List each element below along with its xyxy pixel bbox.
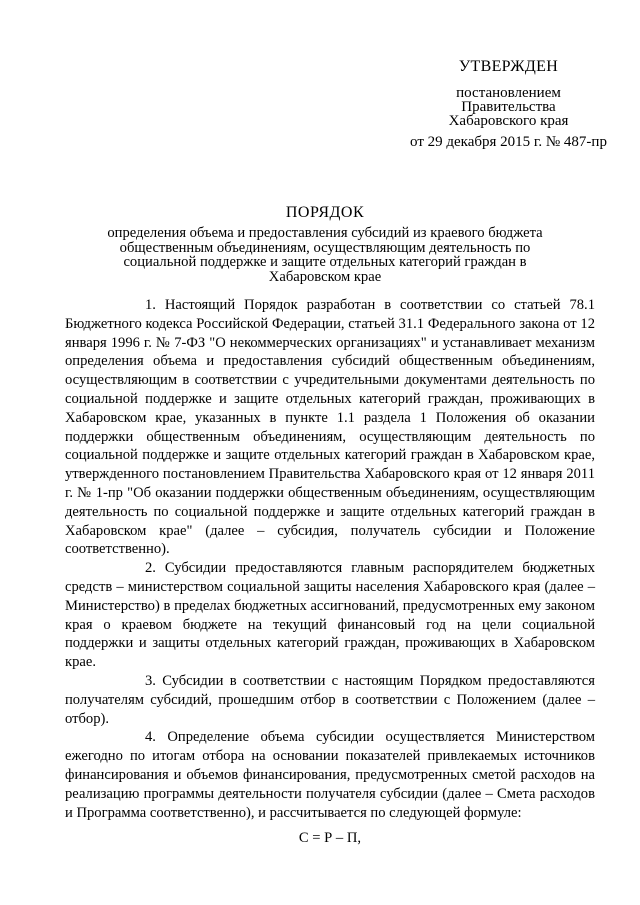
- approval-line: Хабаровского края: [448, 113, 569, 129]
- paragraph-2: 2. Субсидии предоставляются главным распорядителем бюджетных средств – министерством социальной защиты населения Хабаровского края (далее – Министерство) в пределах бюджетных ассигнований, предусмотренных ему законом края о краевом бюджете на текущий финансовый год на цели социальной поддержки и защиты отдельных категорий граждан, проживающих в Хабаровском крае.: [65, 560, 595, 671]
- document-subtitle: определения объема и предоставления субсидий из краевого бюджета общественным объединениям, осуществляющим деятельность по социальной поддержке и защите отдельных категорий граждан в Хабаровском крае: [107, 225, 543, 285]
- approval-line: постановлением: [456, 85, 561, 101]
- approval-heading: УТВЕРЖДЕН: [458, 58, 559, 75]
- approval-stamp: [396, 57, 621, 150]
- document-title: ПОРЯДОК: [285, 204, 365, 221]
- approval-date: от 29 декабря 2015 г. № 487-пр: [410, 134, 607, 150]
- document-body: [65, 296, 595, 848]
- paragraph-4: 4. Определение объема субсидии осуществляется Министерством ежегодно по итогам отбора на основании показателей привлекаемых источников финансирования и объемов финансирования, предусмотренных сметой расходов на реализацию программы деятельности получателя субсидии (далее – Смета расходов и Программа соответственно), и рассчитывается по следующей формуле:: [65, 729, 595, 821]
- approval-line: Правительства: [461, 99, 556, 115]
- paragraph-1: 1. Настоящий Порядок разработан в соответствии со статьей 78.1 Бюджетного кодекса Российской Федерации, статьей 31.1 Федерального закона от 12 января 1996 г. № 7-ФЗ "О некоммерческих организациях" и устанавливает механизм определения объема и предоставления субсидий общественным объединениям, осуществляющим в соответствии с учредительными документами деятельность по социальной поддержке и защите отдельных категорий граждан, проживающих в Хабаровском крае, указанных в пункте 1.1 раздела 1 Положения об оказании поддержки общественным объединениям, осуществляющим деятельность по социальной поддержке и защите отдельных категорий граждан в Хабаровском крае, утвержденного постановлением Правительства Хабаровского края от 12 января 2011 г. № 1-пр "Об оказании поддержки общественным объединениям, осуществляющим деятельность по социальной поддержке и защите отдельных категорий граждан в Хабаровском крае" (далее – субсидия, получатель субсидии и Положение соответственно).: [65, 297, 595, 558]
- paragraph-3: 3. Субсидии в соответствии с настоящим Порядком предоставляются получателям субсидий, прошедшим отбор в соответствии с Положением (далее – отбор).: [65, 672, 595, 727]
- formula: С = Р – П,: [298, 830, 362, 847]
